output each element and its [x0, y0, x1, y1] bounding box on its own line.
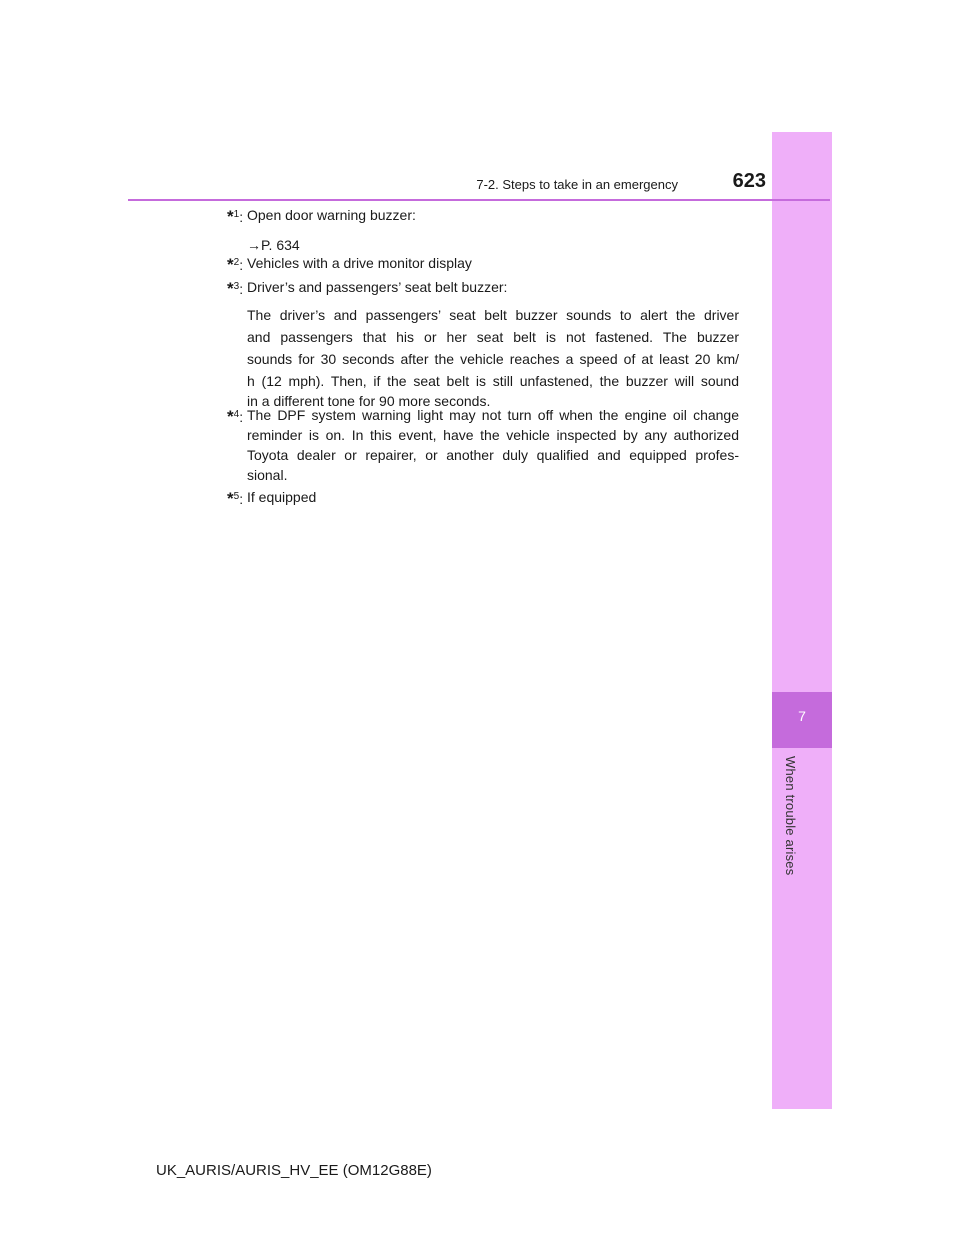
page-reference: →P. 634: [247, 237, 300, 253]
footnote-marker: *$^2$:: [227, 255, 244, 274]
footnote-paragraph-line: h (12 mph). Then, if the seat belt is still unfastened, the buzzer will sound: [247, 373, 739, 389]
footnote-marker: *$^4$:: [227, 407, 244, 426]
footnote-text: Driver’s and passengers’ seat belt buzzer:: [247, 279, 508, 295]
footnote-text: Open door warning buzzer:: [247, 207, 416, 223]
footnote-marker: *$^3$:: [227, 279, 244, 298]
footnote-marker: *$^5$:: [227, 489, 244, 508]
footnote-text: Vehicles with a drive monitor display: [247, 255, 472, 271]
footnote-paragraph-line: and passengers that his or her seat belt is not fastened. The buzzer: [247, 329, 739, 345]
footnote-paragraph-line: The driver’s and passengers’ seat belt buzzer sounds to alert the driver: [247, 307, 739, 323]
footnote-paragraph-line: sounds for 30 seconds after the vehicle reaches a speed of at least 20 km/: [247, 351, 739, 367]
footnote-paragraph-line: sional.: [247, 467, 288, 483]
footer-model-code: UK_AURIS/AURIS_HV_EE (OM12G88E): [156, 1162, 432, 1179]
page-number: 623: [732, 170, 766, 192]
header-rule: [128, 199, 830, 201]
footnote-text: If equipped: [247, 489, 317, 505]
footnote-marker: *$^1$:: [227, 207, 244, 226]
footnote-paragraph-line: Toyota dealer or repairer, or another duly qualified and equipped profes-: [247, 447, 739, 463]
chapter-title: When trouble arises: [783, 756, 798, 876]
footnote-paragraph-line: in a different tone for 90 more seconds.: [247, 393, 491, 409]
side-chapter-tab: [772, 132, 832, 1109]
chapter-number: 7: [798, 708, 806, 724]
header-section-title: 7-2. Steps to take in an emergency: [476, 177, 678, 192]
footnote-paragraph-line: reminder is on. In this event, have the vehicle inspected by any authorized: [247, 427, 739, 443]
footnote-paragraph-line: The DPF system warning light may not turn off when the engine oil change: [247, 407, 739, 423]
